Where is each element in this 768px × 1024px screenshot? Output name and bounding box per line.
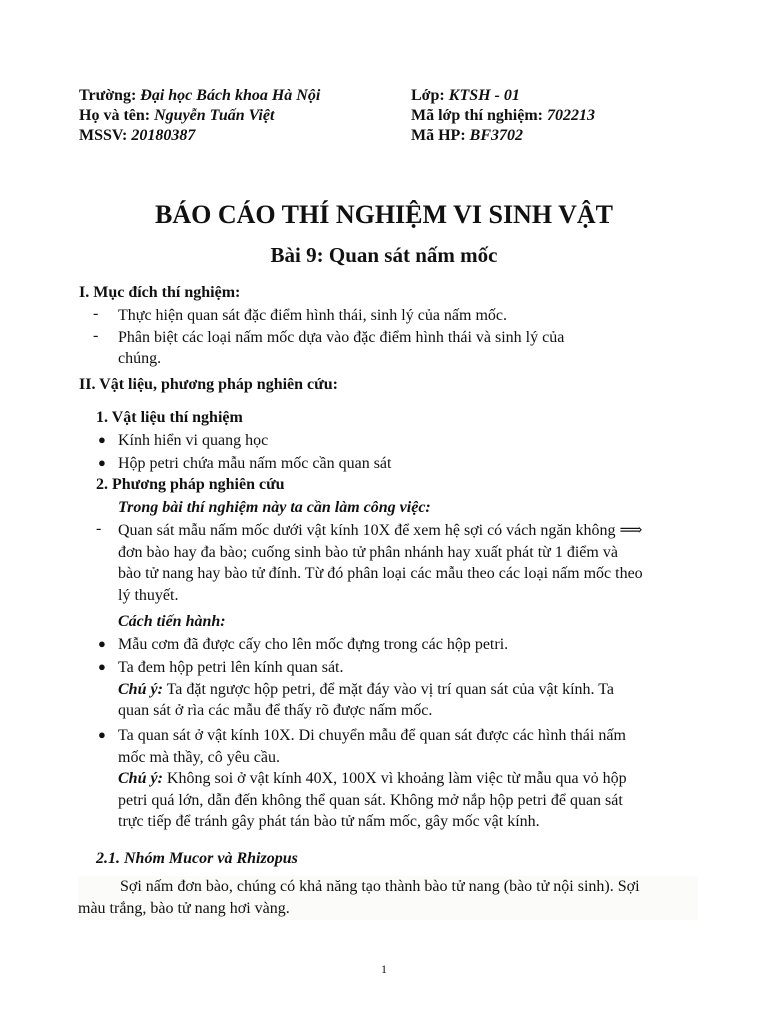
method-line4: lý thuyết. xyxy=(118,586,179,604)
proc-item2-block xyxy=(118,657,614,722)
lab-class-value: 702213 xyxy=(546,107,595,124)
note2-text: Không soi ở vật kính 40X, 100X vì khoảng làm việc từ mẫu qua vỏ hộp xyxy=(162,770,627,787)
section2-heading: II. Vật liệu, phương pháp nghiên cứu: xyxy=(79,376,338,393)
proc-item3-block xyxy=(118,725,627,833)
bullet-dot: ● xyxy=(98,432,106,447)
lab-class-line xyxy=(411,106,595,126)
dash-bullet: - xyxy=(93,327,99,344)
procedure-heading: Cách tiến hành: xyxy=(118,613,226,630)
section1-item2-line2: chúng. xyxy=(118,350,162,367)
mssv-line xyxy=(79,126,195,146)
mucor-paragraph xyxy=(78,876,698,920)
proc-item3-line2: mốc mà thầy, cô yêu cầu. xyxy=(118,748,281,766)
para-line2: màu trắng, bào tử nang hơi vàng. xyxy=(78,900,290,917)
sub2-intro: Trong bài thí nghiệm này ta cần làm công việc: xyxy=(118,499,431,516)
method-line1: Quan sát mẫu nấm mốc dưới vật kính 10X để xem hệ sợi có vách ngăn không ⟹ xyxy=(118,522,643,539)
class-label: Lớp: xyxy=(411,87,445,104)
bullet-dot: ● xyxy=(98,727,106,742)
para-line1: Sợi nấm đơn bào, chúng có khả năng tạo thành bào tử nang (bào tử nội sinh). Sợi xyxy=(120,878,640,895)
method-line2: đơn bào hay đa bào; cuống sinh bào tử phân nhánh hay xuất phát từ 1 điểm và xyxy=(118,543,618,561)
note2-line1 xyxy=(118,768,627,790)
method-paragraph xyxy=(118,520,643,606)
proc-item3-line1: Ta quan sát ở vật kính 10X. Di chuyển mẫu để quan sát được các hình thái nấm xyxy=(118,727,626,744)
school-value: Đại học Bách khoa Hà Nội xyxy=(140,87,321,104)
note1-line2: quan sát ở rìa các mẫu để thấy rõ được nấm mốc. xyxy=(118,702,433,719)
course-value: BF3702 xyxy=(469,127,523,144)
sub1-heading: 1. Vật liệu thí nghiệm xyxy=(96,409,243,426)
proc-item2: Ta đem hộp petri lên kính quan sát. xyxy=(118,659,344,676)
school-label: Trường: xyxy=(79,87,137,104)
proc-item1: Mẫu cơm đã được cấy cho lên mốc đựng trong các hộp petri. xyxy=(118,636,509,653)
bullet-dot: ● xyxy=(98,659,106,674)
name-label: Họ và tên: xyxy=(79,107,151,124)
name-value: Nguyễn Tuấn Việt xyxy=(154,107,275,124)
lab-class-label: Mã lớp thí nghiệm: xyxy=(411,107,543,124)
note1-text: Ta đặt ngược hộp petri, để mặt đáy vào vị trí quan sát của vật kính. Ta xyxy=(162,680,614,698)
name-line xyxy=(79,106,274,126)
section1-heading: I. Mục đích thí nghiệm: xyxy=(79,284,241,301)
school-line xyxy=(79,86,320,106)
note-label: Chú ý: xyxy=(118,770,163,787)
bullet-dot: ● xyxy=(98,455,106,470)
note-label: Chú ý: xyxy=(118,680,163,698)
mssv-label: MSSV: xyxy=(79,127,128,144)
sub1-item1: Kính hiển vi quang học xyxy=(118,432,269,449)
sub1-item2: Hộp petri chứa mẫu nấm mốc cần quan sát xyxy=(118,455,392,472)
report-subtitle: Bài 9: Quan sát nấm mốc xyxy=(270,243,498,267)
page-number: 1 xyxy=(381,962,387,976)
class-value: KTSH - 01 xyxy=(448,87,520,104)
sub21-heading: 2.1. Nhóm Mucor và Rhizopus xyxy=(96,850,298,867)
note2-line2: petri quá lớn, dẫn đến không thể quan sát. Không mở nắp hộp petri để quan sát xyxy=(118,791,623,809)
note2-line3: trực tiếp để tránh gây phát tán bào tử nấm mốc, gây mốc vật kính. xyxy=(118,813,540,830)
section1-item1: Thực hiện quan sát đặc điểm hình thái, sinh lý của nấm mốc. xyxy=(118,307,508,324)
note1-line1 xyxy=(118,679,614,701)
section1-item2-line1: Phân biệt các loại nấm mốc dựa vào đặc điểm hình thái và sinh lý của xyxy=(118,329,565,346)
mssv-value: 20180387 xyxy=(131,127,196,144)
sub2-heading: 2. Phương pháp nghiên cứu xyxy=(96,476,285,493)
class-line xyxy=(411,86,520,106)
dash-bullet: - xyxy=(96,520,102,537)
bullet-dot: ● xyxy=(98,636,106,651)
dash-bullet: - xyxy=(93,305,99,322)
course-line xyxy=(411,126,523,146)
course-label: Mã HP: xyxy=(411,127,466,144)
report-title: BÁO CÁO THÍ NGHIỆM VI SINH VẬT xyxy=(155,200,613,229)
method-line3: bào tử nang hay bào tử đính. Từ đó phân loại các mẫu theo các loại nấm mốc theo xyxy=(118,565,643,582)
